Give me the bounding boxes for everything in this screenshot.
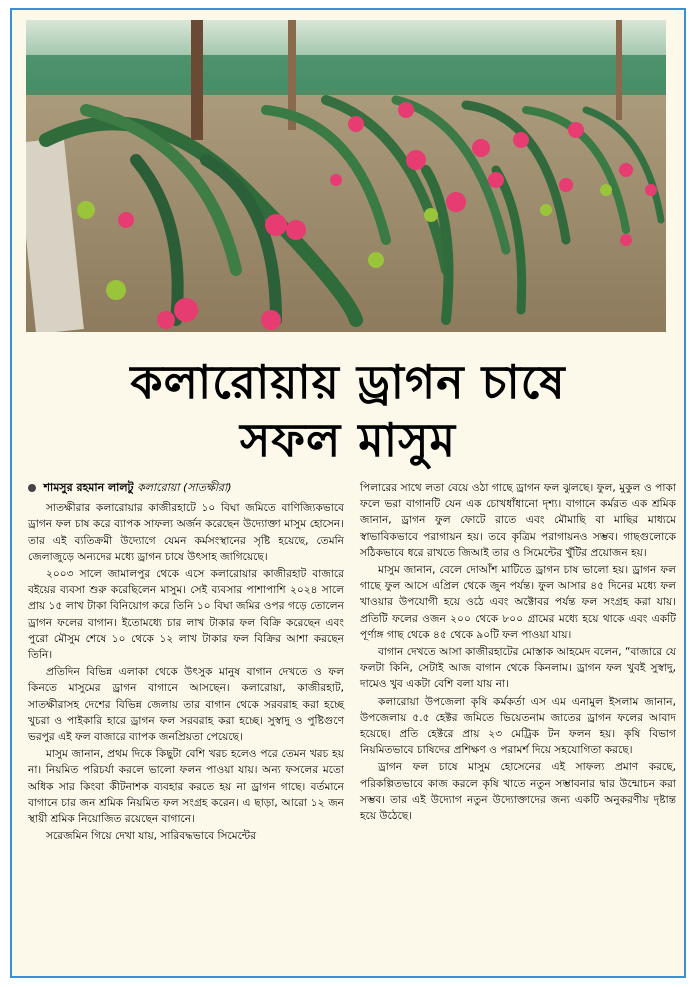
bullet-icon xyxy=(28,484,36,492)
headline-line-2: সফল মাসুম xyxy=(239,413,457,467)
paragraph: বাগান দেখতে আসা কাজীরহাটের মোস্তাক আহমেদ বলেন, “বাজারে যে ফলটা কিনি, সেটাই আজ বাগান থেকে কিনলাম। ড্রাগন ফল খুবই সুস্বাদু, দামেও খুব একটা বেশি বলা যায় না। xyxy=(360,646,676,691)
paragraph: মাসুম জানান, বেলে দোআঁশ মাটিতে ড্রাগন চাষ ভালো হয়। ড্রাগন ফল গাছে ফুল আসে এপ্রিল থেকে জুন পর্যন্ত। ফুল আসার ৪৫ দিনের মধ্যে ফল খাওয়ার উপযোগী হয়ে ওঠে এবং অক্টোবর পর্যন্ত ফল সংগ্রহ করা যায়। প্রতিটি ফলের ওজন ২০০ থেকে ৮০০ গ্রামের মধ্যে হয়ে থাকে এবং একটি পূর্ণাঙ্গ গাছ থেকে ৪৫ থেকে ৯০টি ফল পাওয়া যায়। xyxy=(360,564,676,641)
orchard-illustration xyxy=(26,20,666,332)
byline-author: শামসুর রহমান লালটু xyxy=(43,481,134,494)
paragraph: সাতক্ষীরার কলারোয়ার কাজীরহাটে ১০ বিঘা জমিতে বাণিজ্যিকভাবে ড্রাগন ফল চাষ করে ব্যাপক সাফল্য অর্জন করেছেন উদ্যোক্তা মাসুম হোসেন। তার এই ব্যতিক্রমী উদ্যোগে যেমন কর্মসংস্থানের সৃষ্টি হয়েছে, তেমনি জেলাজুড়ে অন্যদের মধ্যে ড্রাগন চাষে উৎসাহ জাগিয়েছে। xyxy=(28,502,344,563)
paragraph: ২০০৩ সালে জামালপুর থেকে এসে কলারোয়ার কাজীরহাট বাজারে বইয়ের ব্যবসা শুরু করেছিলেন মাসুম। সেই ব্যবসার পাশাপাশি ২০২৪ সালে প্রায় ১৫ লাখ টাকা বিনিয়োগ করে তিনি ১০ বিঘা জমির ওপর গড়ে তোলেন ড্রাগন ফলের বাগান। ইতোমধ্যে চার লাখ টাকার ফল বিক্রি করেছেন এবং পুরো মৌসুম শেষে ১০ থেকে ১২ লাখ টাকার ফল বিক্রির আশা করছেন তিনি। xyxy=(28,568,344,662)
left-column xyxy=(28,480,344,845)
paragraph: প্রতিদিন বিভিন্ন এলাকা থেকে উৎসুক মানুষ বাগান দেখতে ও ফল কিনতে মাসুমের ড্রাগন বাগানে আসছেন। কলারোয়া, কাজীরহাট, সাতক্ষীরাসহ দেশের বিভিন্ন জেলায় তার বাগান থেকে সরবরাহ করা হচ্ছে খুচরা ও পাইকারি হারে ড্রাগন ফল সরবরাহ করা হচ্ছে। সুস্বাদু ও পুষ্টিগুণে ভরপুর এই ফল বাজারে ব্যাপক জনপ্রিয়তা পেয়েছে। xyxy=(28,666,344,744)
paragraph: ড্রাগন ফল চাষে মাসুম হোসেনের এই সাফল্য প্রমাণ করছে, পরিকল্পিতভাবে কাজ করলে কৃষি খাতে নতুন সম্ভাবনার দ্বার উন্মোচন করা সম্ভব। তার এই উদ্যোগ নতুন উদ্যোক্তাদের জন্য একটি অনুকরণীয় দৃষ্টান্ত হয়ে উঠেছে। xyxy=(360,761,676,823)
paragraph: সরেজমিন গিয়ে দেখা যায়, সারিবদ্ধভাবে সিমেন্টের xyxy=(46,830,257,843)
byline-location: কলারোয়া (সাতক্ষীরা) xyxy=(137,481,232,494)
paragraph: মাসুম জানান, প্রথম দিকে কিছুটা বেশি খরচ হলেও পরে তেমন খরচ হয় না। নিয়মিত পরিচর্যা করলে ভালো ফলন পাওয়া যায়। অন্য ফসলের মতো অধিক সার কিংবা কীটনাশক ব্যবহার করতে হয় না ড্রাগন গাছে। বর্তমানে বাগানে চার জন শ্রমিক নিয়মিত ফল সংগ্রহ করেন। এ ছাড়া, আরো ১২ জন স্থায়ী শ্রমিক নিয়োজিত রয়েছেন বাগানে। xyxy=(28,748,344,826)
right-column xyxy=(360,480,676,825)
byline xyxy=(28,480,344,496)
headline-line-1: কলারোয়ায় ড্রাগন চাষে xyxy=(130,355,566,409)
dragon-fruit-orchard-photo xyxy=(26,20,666,332)
paragraph: পিলারের সাথে লতা বেয়ে ওঠা গাছে ড্রাগন ফল ঝুলছে। ফুল, মুকুল ও পাকা ফলে ভরা বাগানটি যেন এক চোখধাঁধানো দৃশ্য। বাগানে কর্মরত এক শ্রমিক জানান, ড্রাগন ফুল ফোটে রাতে এবং মৌমাছি বা মাছির মাধ্যমে স্বাভাবিকভাবে পরাগায়ন হয়। তবে কৃত্রিম পরাগায়নও সম্ভব। গাছগুলোকে সঠিকভাবে ধরে রাখতে জিআই তার ও সিমেন্টের খুঁটির প্রয়োজন হয়। xyxy=(360,482,676,559)
paragraph: কলারোয়া উপজেলা কৃষি কর্মকর্তা এস এম এনামুল ইসলাম জানান, উপজেলায় ৫.৫ হেক্টর জমিতে ভিয়েতনাম জাতের ড্রাগন ফলের আবাদ হয়েছে। প্রতি হেক্টরে প্রায় ২৩ মেট্রিক টন ফলন হয়। কৃষি বিভাগ নিয়মিতভাবে চাষিদের প্রশিক্ষণ ও পরামর্শ দিয়ে সহযোগিতা করছে। xyxy=(360,695,676,757)
